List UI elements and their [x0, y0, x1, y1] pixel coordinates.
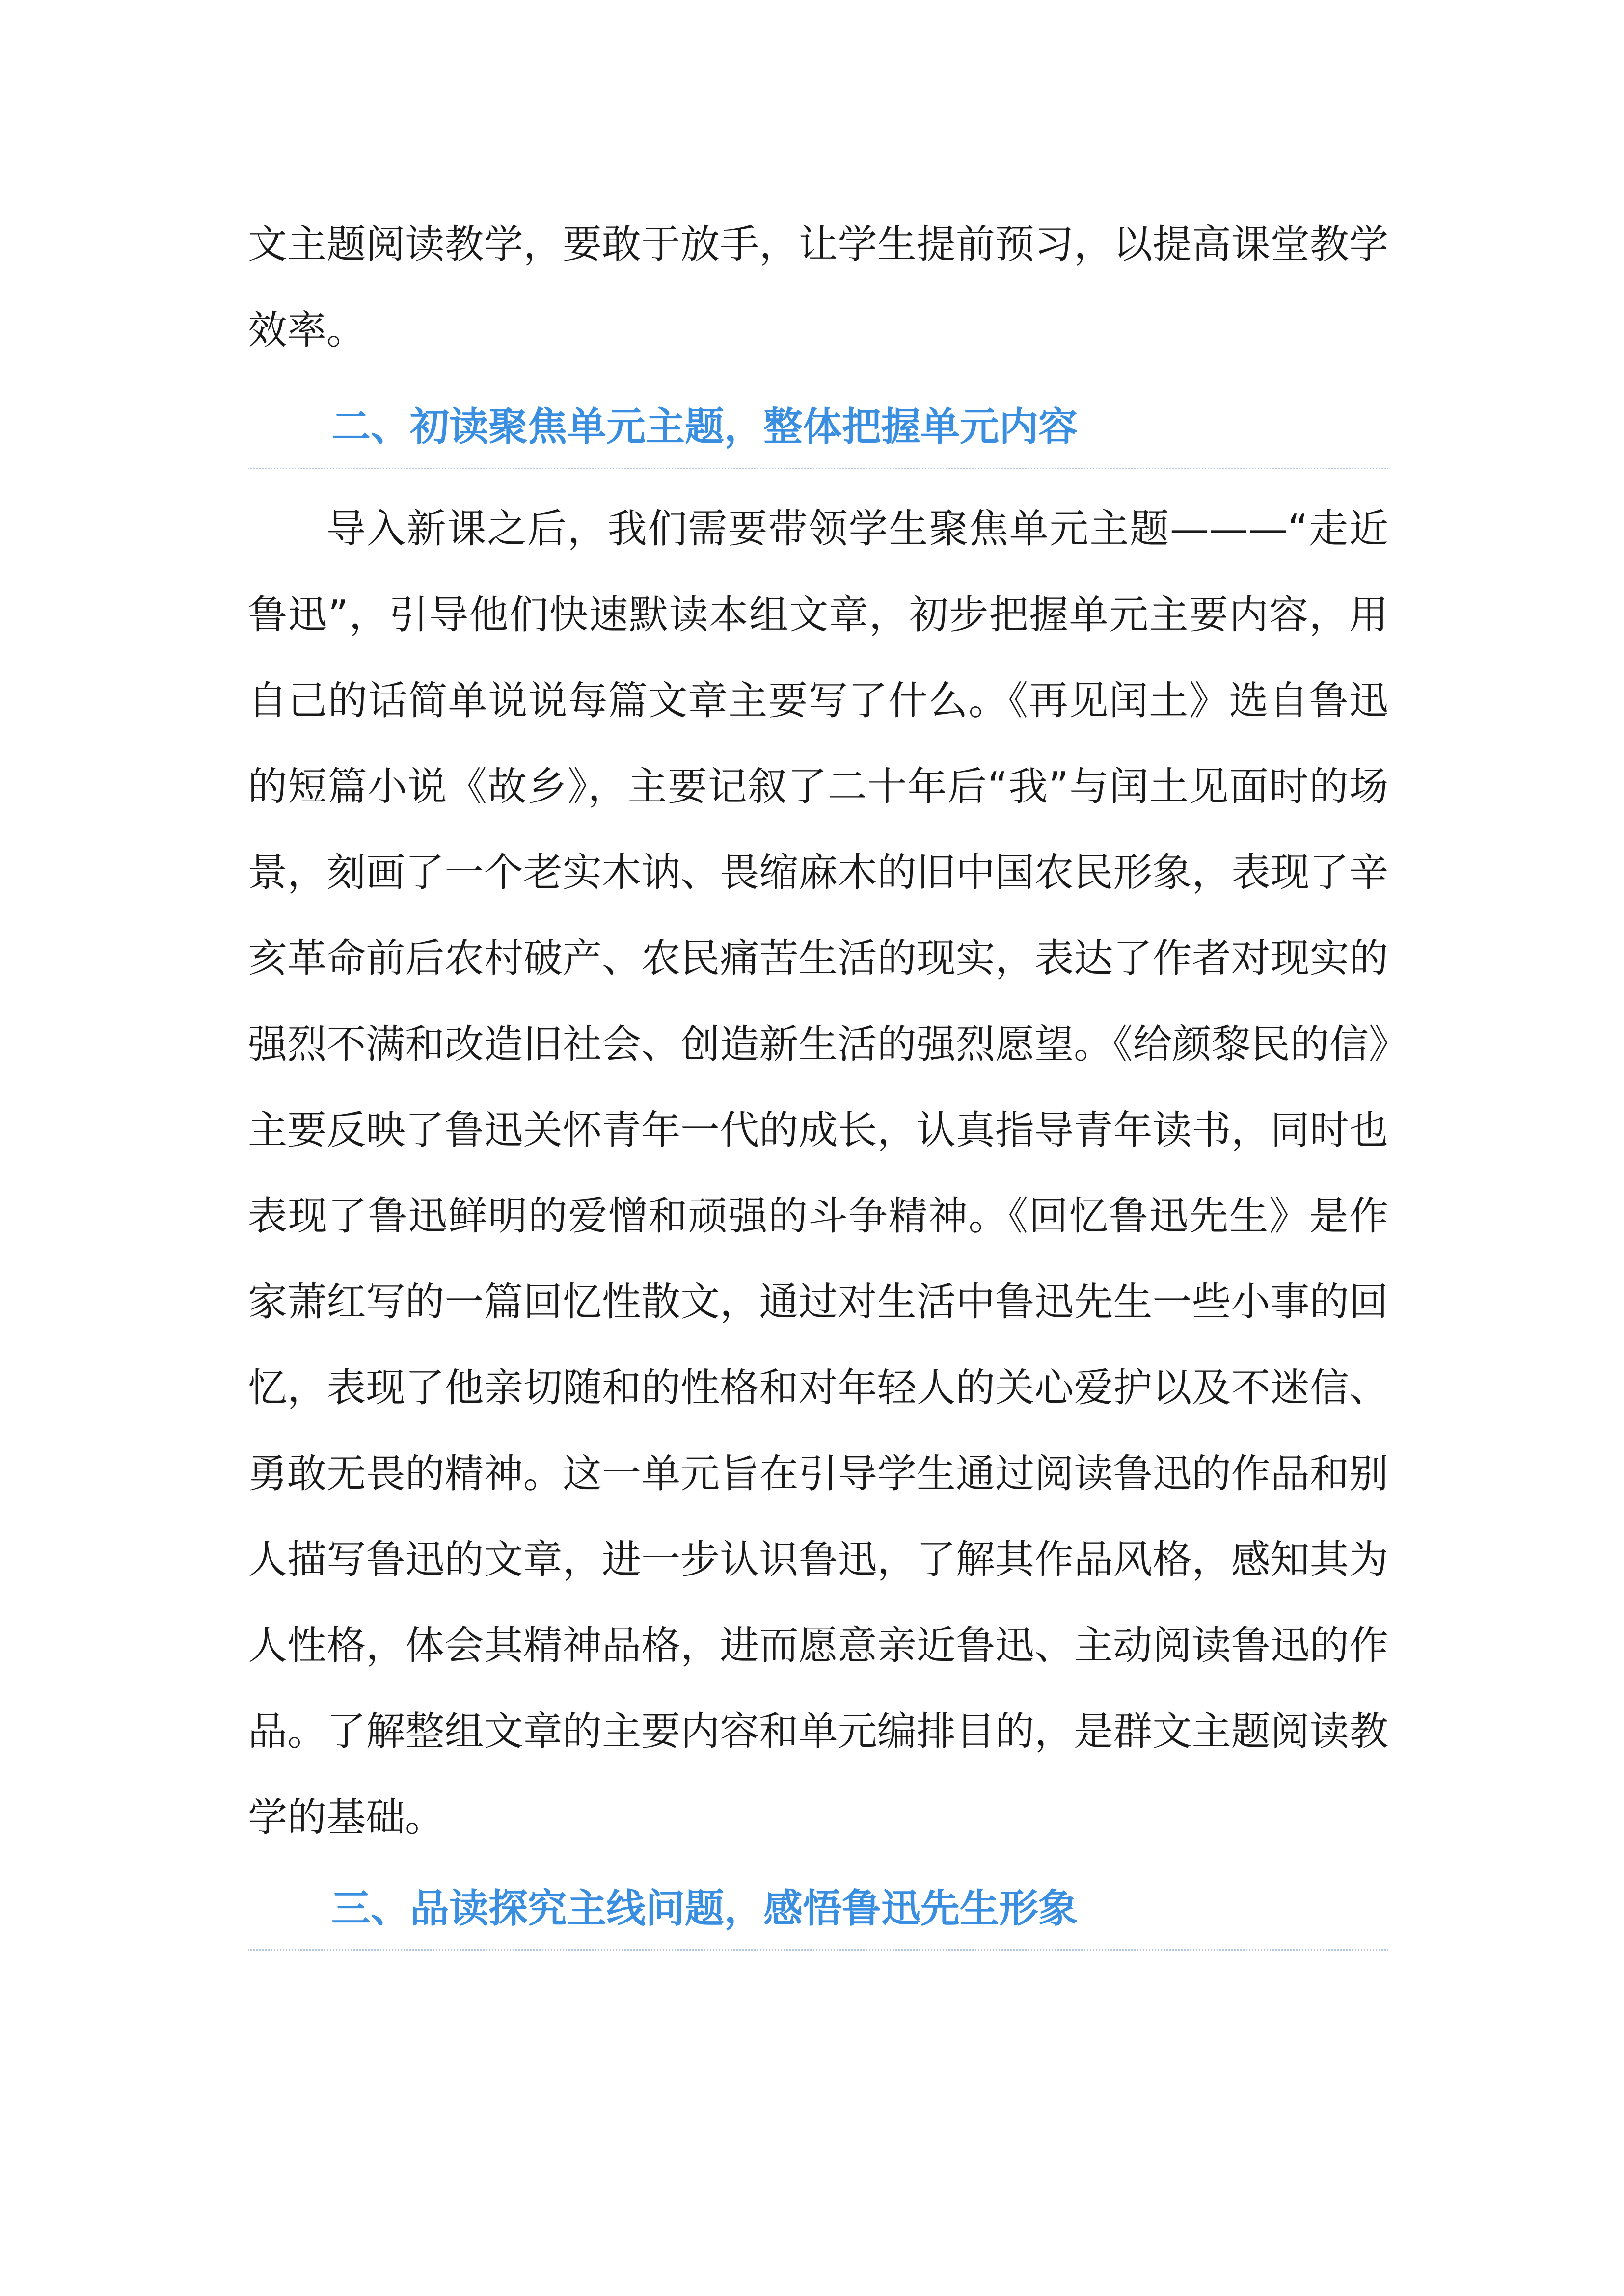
section-heading-2: 二、初读聚焦单元主题，整体把握单元内容: [331, 404, 1078, 450]
heading-divider: [248, 1949, 1388, 1951]
paragraph-continuation: 文主题阅读教学，要敢于放手，让学生提前预习，以提高课堂教学效率。: [248, 221, 1388, 353]
heading-divider: [248, 468, 1388, 469]
section-heading-3: 三、品读探究主线问题，感悟鲁迅先生形象: [331, 1886, 1078, 1931]
paragraph-unit-overview: 导入新课之后，我们需要带领学生聚焦单元主题———“走近鲁迅”，引导他们快速默读本组文章，初步把握单元主要内容，用自己的话简单说说每篇文章主要写了什么。《再见闰土》选自鲁迅的短篇小说《故乡》，主要记叙了二十年后“我”与闰土见面时的场景，刻画了一个老实木讷、畏缩麻木的旧中国农民形象，表现了辛亥革命前后农村破产、农民痛苦生活的现实，表达了作者对现实的强烈不满和改造旧社会、创造新生活的强烈愿望。《给颜黎民的信》主要反映了鲁迅关怀青年一代的成长，认真指导青年读书，同时也表现了鲁迅鲜明的爱憎和顽强的斗争精神。《回忆鲁迅先生》是作家萧红写的一篇回忆性散文，通过对生活中鲁迅先生一些小事的回忆，表现了他亲切随和的性格和对年轻人的关心爱护以及不迷信、勇敢无畏的精神。这一单元旨在引导学生通过阅读鲁迅的作品和别人描写鲁迅的文章，进一步认识鲁迅，了解其作品风格，感知其为人性格，体会其精神品格，进而愿意亲近鲁迅、主动阅读鲁迅的作品。了解整组文章的主要内容和单元编排目的，是群文主题阅读教学的基础。: [248, 506, 1388, 1840]
